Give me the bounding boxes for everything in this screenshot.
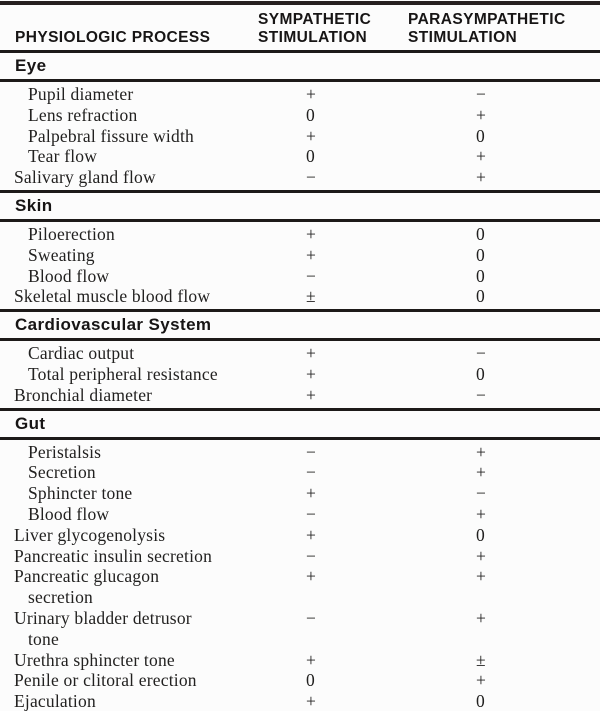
table-row xyxy=(0,566,600,608)
process-label: Penile or clitoral erection xyxy=(14,670,197,691)
sympathetic-value: 0 xyxy=(306,146,315,167)
sympathetic-value: + xyxy=(306,84,317,104)
sympathetic-value: + xyxy=(306,524,317,545)
process-cell xyxy=(0,670,256,691)
parasympathetic-value: 0 xyxy=(476,286,485,307)
table-row xyxy=(0,650,600,671)
sympathetic-value: − xyxy=(306,441,317,462)
process-label: Pupil diameter xyxy=(28,84,134,104)
parasympathetic-value: + xyxy=(476,545,487,566)
process-cell xyxy=(0,343,256,364)
sympathetic-value: − xyxy=(306,265,317,286)
process-cell xyxy=(0,462,256,483)
parasympathetic-value: + xyxy=(476,670,487,691)
section-title: Gut xyxy=(15,413,46,433)
parasympathetic-value: + xyxy=(476,503,487,524)
sympathetic-value: + xyxy=(306,384,317,405)
table-row xyxy=(0,546,600,567)
parasympathetic-value: 0 xyxy=(476,244,485,265)
process-label: Pancreatic insulin secretion xyxy=(14,545,213,566)
table-row xyxy=(0,167,600,188)
column-header-sympathetic-stimulation: SYMPATHETIC STIMULATION xyxy=(258,11,372,46)
section-rows xyxy=(0,222,600,309)
process-label: Bronchial diameter xyxy=(14,384,153,405)
process-cell xyxy=(0,650,256,671)
process-label: Cardiac output xyxy=(28,343,135,364)
section-rows xyxy=(0,82,600,190)
process-label-continuation: tone xyxy=(28,628,59,649)
parasympathetic-value: + xyxy=(476,441,487,462)
process-label: Tear flow xyxy=(28,146,98,167)
parasympathetic-value: 0 xyxy=(476,125,485,146)
process-label: Sphincter tone xyxy=(28,483,133,504)
parasympathetic-value: + xyxy=(476,146,487,167)
sympathetic-value: − xyxy=(306,607,317,628)
table-row xyxy=(0,504,600,525)
table-row xyxy=(0,442,600,463)
sympathetic-value: + xyxy=(306,649,317,670)
process-label: Urethra sphincter tone xyxy=(14,649,175,670)
process-label: Liver glycogenolysis xyxy=(14,524,166,545)
process-cell xyxy=(0,84,256,105)
process-label: Ejaculation xyxy=(14,691,96,711)
process-cell xyxy=(0,105,256,126)
table-row xyxy=(0,84,600,105)
table-row xyxy=(0,462,600,483)
table-row xyxy=(0,525,600,546)
section-title: Cardiovascular System xyxy=(15,315,212,335)
sympathetic-value: + xyxy=(306,566,317,587)
section-rows xyxy=(0,341,600,407)
column-header-parasympathetic-stimulation: PARASYMPATHETIC STIMULATION xyxy=(408,11,566,46)
table-header-row xyxy=(0,5,600,50)
table-row xyxy=(0,385,600,406)
table-row xyxy=(0,245,600,266)
parasympathetic-value: 0 xyxy=(476,691,485,711)
process-cell xyxy=(0,167,256,188)
parasympathetic-value: 0 xyxy=(476,265,485,286)
table-row xyxy=(0,483,600,504)
section-title: Skin xyxy=(15,195,53,215)
table-row xyxy=(0,343,600,364)
process-cell xyxy=(0,566,256,608)
parasympathetic-value: + xyxy=(476,607,487,628)
table-row xyxy=(0,224,600,245)
parasympathetic-value: − xyxy=(476,384,487,405)
process-label: Total peripheral resistance xyxy=(28,363,218,384)
process-label-continuation: secretion xyxy=(28,587,93,608)
process-cell xyxy=(0,364,256,385)
table-row xyxy=(0,105,600,126)
process-cell xyxy=(0,224,256,245)
sympathetic-value: − xyxy=(306,545,317,566)
table-row xyxy=(0,146,600,167)
process-label: Blood flow xyxy=(28,503,110,524)
process-label: Salivary gland flow xyxy=(14,167,156,188)
sympathetic-value: 0 xyxy=(306,670,315,691)
section-title: Eye xyxy=(15,56,47,75)
sympathetic-value: − xyxy=(306,503,317,524)
sympathetic-value: 0 xyxy=(306,104,315,125)
parasympathetic-value: + xyxy=(476,167,487,188)
process-cell xyxy=(0,385,256,406)
process-label: Secretion xyxy=(28,462,96,483)
process-cell xyxy=(0,442,256,463)
process-label: Urinary bladder detrusor xyxy=(14,607,192,628)
process-label: Piloerection xyxy=(28,223,115,244)
parasympathetic-value: 0 xyxy=(476,223,485,244)
parasympathetic-value: + xyxy=(476,104,487,125)
process-cell xyxy=(0,146,256,167)
process-cell xyxy=(0,525,256,546)
process-label: Skeletal muscle blood flow xyxy=(14,286,211,307)
table-row xyxy=(0,364,600,385)
process-cell xyxy=(0,266,256,287)
process-cell xyxy=(0,483,256,504)
parasympathetic-value: 0 xyxy=(476,524,485,545)
sympathetic-value: + xyxy=(306,363,317,384)
process-cell xyxy=(0,286,256,307)
process-cell xyxy=(0,608,256,650)
table-row xyxy=(0,266,600,287)
process-label: Pancreatic glucagon xyxy=(14,566,160,587)
process-cell xyxy=(0,126,256,147)
table-row xyxy=(0,691,600,711)
table-body xyxy=(0,50,600,711)
process-label: Palpebral fissure width xyxy=(28,125,194,146)
sympathetic-value: − xyxy=(306,462,317,483)
column-header-physiologic-process: PHYSIOLOGIC PROCESS xyxy=(15,29,211,46)
parasympathetic-value: − xyxy=(476,483,487,504)
parasympathetic-value: + xyxy=(476,462,487,483)
table-row xyxy=(0,126,600,147)
sympathetic-value: + xyxy=(306,343,317,364)
sympathetic-value: + xyxy=(306,223,317,244)
section-rows xyxy=(0,440,600,711)
parasympathetic-value: − xyxy=(476,84,487,104)
table-row xyxy=(0,670,600,691)
process-label: Sweating xyxy=(28,244,95,265)
parasympathetic-value: − xyxy=(476,343,487,364)
process-label: Lens refraction xyxy=(28,104,138,125)
parasympathetic-value: ± xyxy=(476,649,486,670)
parasympathetic-value: + xyxy=(476,566,487,587)
sympathetic-value: + xyxy=(306,691,317,711)
sympathetic-value: + xyxy=(306,125,317,146)
table-row xyxy=(0,608,600,650)
sympathetic-value: + xyxy=(306,483,317,504)
process-cell xyxy=(0,546,256,567)
sympathetic-value: + xyxy=(306,244,317,265)
process-cell xyxy=(0,504,256,525)
process-cell xyxy=(0,691,256,711)
sympathetic-value: − xyxy=(306,167,317,188)
process-cell xyxy=(0,245,256,266)
process-label: Peristalsis xyxy=(28,441,102,462)
table-row xyxy=(0,286,600,307)
sympathetic-value: ± xyxy=(306,286,316,307)
parasympathetic-value: 0 xyxy=(476,363,485,384)
process-label: Blood flow xyxy=(28,265,110,286)
